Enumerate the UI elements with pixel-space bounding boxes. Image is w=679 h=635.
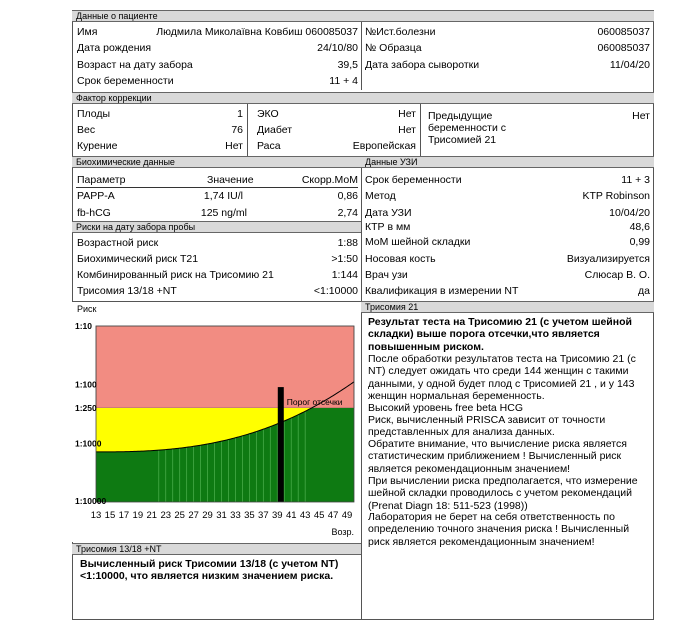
us-row-label: Квалификация в измерении NT bbox=[365, 285, 519, 297]
x-tick-label: 25 bbox=[174, 510, 185, 521]
y-tick-label: 1:10000 bbox=[75, 496, 107, 506]
risk-row-value: 1:88 bbox=[337, 237, 358, 249]
us-row-value: Визуализируется bbox=[566, 253, 650, 265]
chart-ylabel: Риск bbox=[77, 304, 97, 314]
smoking-label: Курение bbox=[77, 140, 118, 152]
diabetes-label: Диабет bbox=[257, 124, 293, 136]
us-row-label: MoM шейной складки bbox=[365, 236, 471, 248]
x-tick-label: 35 bbox=[244, 510, 255, 521]
us-row-label: Врач узи bbox=[365, 269, 408, 281]
t21-paragraph: Лаборатория не берет на себя ответственность по определению точного значения риска ! Вычисленный риск является рекомендационным значением! bbox=[368, 511, 630, 548]
x-tick-label: 23 bbox=[160, 510, 172, 521]
us-row-label: Носовая кость bbox=[365, 253, 436, 265]
previous-label-3: Трисомией 21 bbox=[428, 134, 497, 146]
cutoff-label: Порог отсечки bbox=[286, 396, 343, 407]
biochem-header: Биохимические данные bbox=[72, 156, 361, 168]
us-row-value: 10/04/20 bbox=[609, 207, 650, 219]
us-row-value: да bbox=[638, 285, 650, 297]
us-row-label: Срок беременности bbox=[365, 174, 462, 186]
x-tick-label: 33 bbox=[230, 510, 241, 521]
previous-label-2: беременности с bbox=[428, 122, 507, 134]
high-risk-zone bbox=[96, 326, 354, 408]
race-label: Раса bbox=[257, 140, 281, 152]
y-tick-label: 1:100 bbox=[75, 379, 97, 390]
chart-xlabel: Возр. bbox=[331, 527, 354, 537]
dob-value: 24/10/80 bbox=[317, 42, 358, 54]
smoking-value: Нет bbox=[225, 140, 243, 152]
t21-paragraph: После обработки результатов теста на Трисомию 21 (с NT) следует ожидать что среди 144 женщин с такими данными, у одной будет плод с Трисомией 21 , и у 143 женщин нормальная беременность. bbox=[368, 353, 636, 402]
x-tick-label: 19 bbox=[132, 510, 144, 521]
biochem-col-value: Значение bbox=[207, 174, 254, 186]
serum-date-label: Дата забора сыворотки bbox=[365, 59, 480, 71]
us-row-label: Дата УЗИ bbox=[365, 207, 412, 219]
t21-paragraph: Обратите внимание, что вычисление риска является статистическим приближением ! Вычисленный риск является рекомендационным значением! bbox=[368, 438, 627, 475]
center-divider bbox=[361, 156, 362, 620]
biochem-col-mom: Скорр.МоМ bbox=[301, 174, 358, 186]
biochem-row-param: fb-hCG bbox=[77, 207, 111, 219]
age-label: Возраст на дату забора bbox=[77, 59, 193, 71]
ivf-label: ЭКО bbox=[257, 108, 279, 120]
x-tick-label: 49 bbox=[341, 510, 353, 521]
ga-label: Срок беременности bbox=[77, 75, 174, 87]
t21-result: Результат теста на Трисомию 21 (с учетом шейной складки) выше порога отсечки,что является повышенным риском. bbox=[368, 316, 632, 353]
diabetes-value: Нет bbox=[398, 124, 416, 136]
x-tick-label: 13 bbox=[90, 510, 102, 521]
biochem-col-param: Параметр bbox=[77, 174, 126, 186]
risk-row-label: Биохимический риск T21 bbox=[77, 253, 199, 265]
y-tick-label: 1:1000 bbox=[75, 438, 102, 449]
us-row-value: 48,6 bbox=[629, 221, 650, 233]
ga-value: 11 + 4 bbox=[329, 75, 358, 87]
sample-value: 060085037 bbox=[597, 42, 650, 54]
x-tick-label: 17 bbox=[118, 510, 130, 521]
biochem-row-mom: 2,74 bbox=[337, 207, 358, 219]
risk-row-label: Трисомия 13/18 +NT bbox=[77, 285, 177, 297]
x-tick-label: 47 bbox=[327, 510, 339, 521]
risk-row-value: >1:50 bbox=[331, 253, 358, 265]
biochem-row-mom: 0,86 bbox=[337, 190, 358, 202]
dob-label: Дата рождения bbox=[77, 42, 152, 54]
patient-divider bbox=[361, 22, 362, 90]
biochem-underline bbox=[76, 187, 358, 188]
t1318-header: Трисомия 13/18 +NT bbox=[72, 543, 361, 555]
x-tick-label: 37 bbox=[258, 510, 269, 521]
previous-value: Нет bbox=[632, 110, 650, 122]
history-label: №Ист.болезни bbox=[365, 26, 436, 38]
y-tick-label: 1:250 bbox=[75, 403, 97, 414]
name-value: Людмила Миколаївна Ковбиш 060085037 bbox=[156, 26, 358, 38]
sample-label: № Образца bbox=[365, 42, 422, 54]
previous-label-1: Предыдущие bbox=[428, 110, 493, 122]
x-tick-label: 31 bbox=[216, 510, 227, 521]
us-row-label: Метод bbox=[365, 190, 396, 202]
x-tick-label: 45 bbox=[313, 510, 325, 521]
x-tick-label: 43 bbox=[299, 510, 311, 521]
y-tick-label: 1:10 bbox=[75, 321, 93, 331]
biochem-row-value: 125 ng/ml bbox=[200, 207, 247, 219]
us-row-value: 11 + 3 bbox=[621, 174, 650, 186]
us-row-value: 0,99 bbox=[629, 236, 650, 248]
t21-header: Трисомия 21 bbox=[361, 301, 654, 313]
us-row-value: Слюсар В. О. bbox=[584, 269, 650, 281]
fetus-value: 1 bbox=[237, 108, 243, 120]
x-tick-label: 21 bbox=[146, 510, 158, 521]
t21-paragraph: Высокий уровень free beta HCG bbox=[368, 402, 523, 414]
x-tick-label: 41 bbox=[285, 510, 297, 521]
correction-header: Фактор коррекции bbox=[72, 92, 654, 104]
history-value: 060085037 bbox=[597, 26, 650, 38]
risk-row-label: Возрастной риск bbox=[77, 237, 159, 249]
risk-row-label: Комбинированный риск на Трисомию 21 bbox=[77, 269, 274, 281]
name-label: Имя bbox=[77, 26, 98, 38]
risk-row-value: <1:10000 bbox=[313, 285, 358, 297]
age-value: 39,5 bbox=[337, 59, 358, 71]
biochem-row-param: PAPP-A bbox=[77, 190, 115, 202]
t21-paragraph: Риск, вычисленный PRISCA зависит от точности представленных для анализа данных. bbox=[368, 414, 606, 439]
patient-header: Данные о пациенте bbox=[72, 10, 654, 22]
x-tick-label: 15 bbox=[104, 510, 116, 521]
patient-age-marker bbox=[278, 387, 284, 502]
weight-value: 76 bbox=[231, 124, 243, 136]
x-tick-label: 39 bbox=[272, 510, 283, 521]
x-tick-label: 29 bbox=[202, 510, 213, 521]
risk-row-value: 1:144 bbox=[331, 269, 358, 281]
weight-label: Вес bbox=[77, 124, 96, 136]
correction-divider-2 bbox=[420, 104, 421, 156]
t1318-result: Вычисленный риск Трисомии 13/18 (с учетом NT) <1:10000, что является низким значением риска. bbox=[80, 558, 339, 583]
us-row-value: KTP Robinson bbox=[582, 190, 650, 202]
biochem-row-value: 1,74 IU/l bbox=[203, 190, 243, 202]
ivf-value: Нет bbox=[398, 108, 416, 120]
t21-paragraph: При вычислении риска предполагается, что измерение шейной складки проводилось с учетом рекомендаций (Prenat Diagn 18: 511-523 (1998)) bbox=[368, 475, 638, 512]
race-value: Европейская bbox=[352, 140, 416, 152]
ultrasound-header: Данные УЗИ bbox=[361, 156, 654, 168]
us-row-label: КТР в мм bbox=[365, 221, 411, 233]
correction-divider-1 bbox=[247, 104, 248, 156]
fetus-label: Плоды bbox=[77, 108, 111, 120]
risk-chart bbox=[72, 302, 361, 542]
x-tick-label: 27 bbox=[188, 510, 199, 521]
risks-header: Риски на дату забора пробы bbox=[72, 221, 361, 233]
serum-date-value: 11/04/20 bbox=[609, 59, 650, 71]
